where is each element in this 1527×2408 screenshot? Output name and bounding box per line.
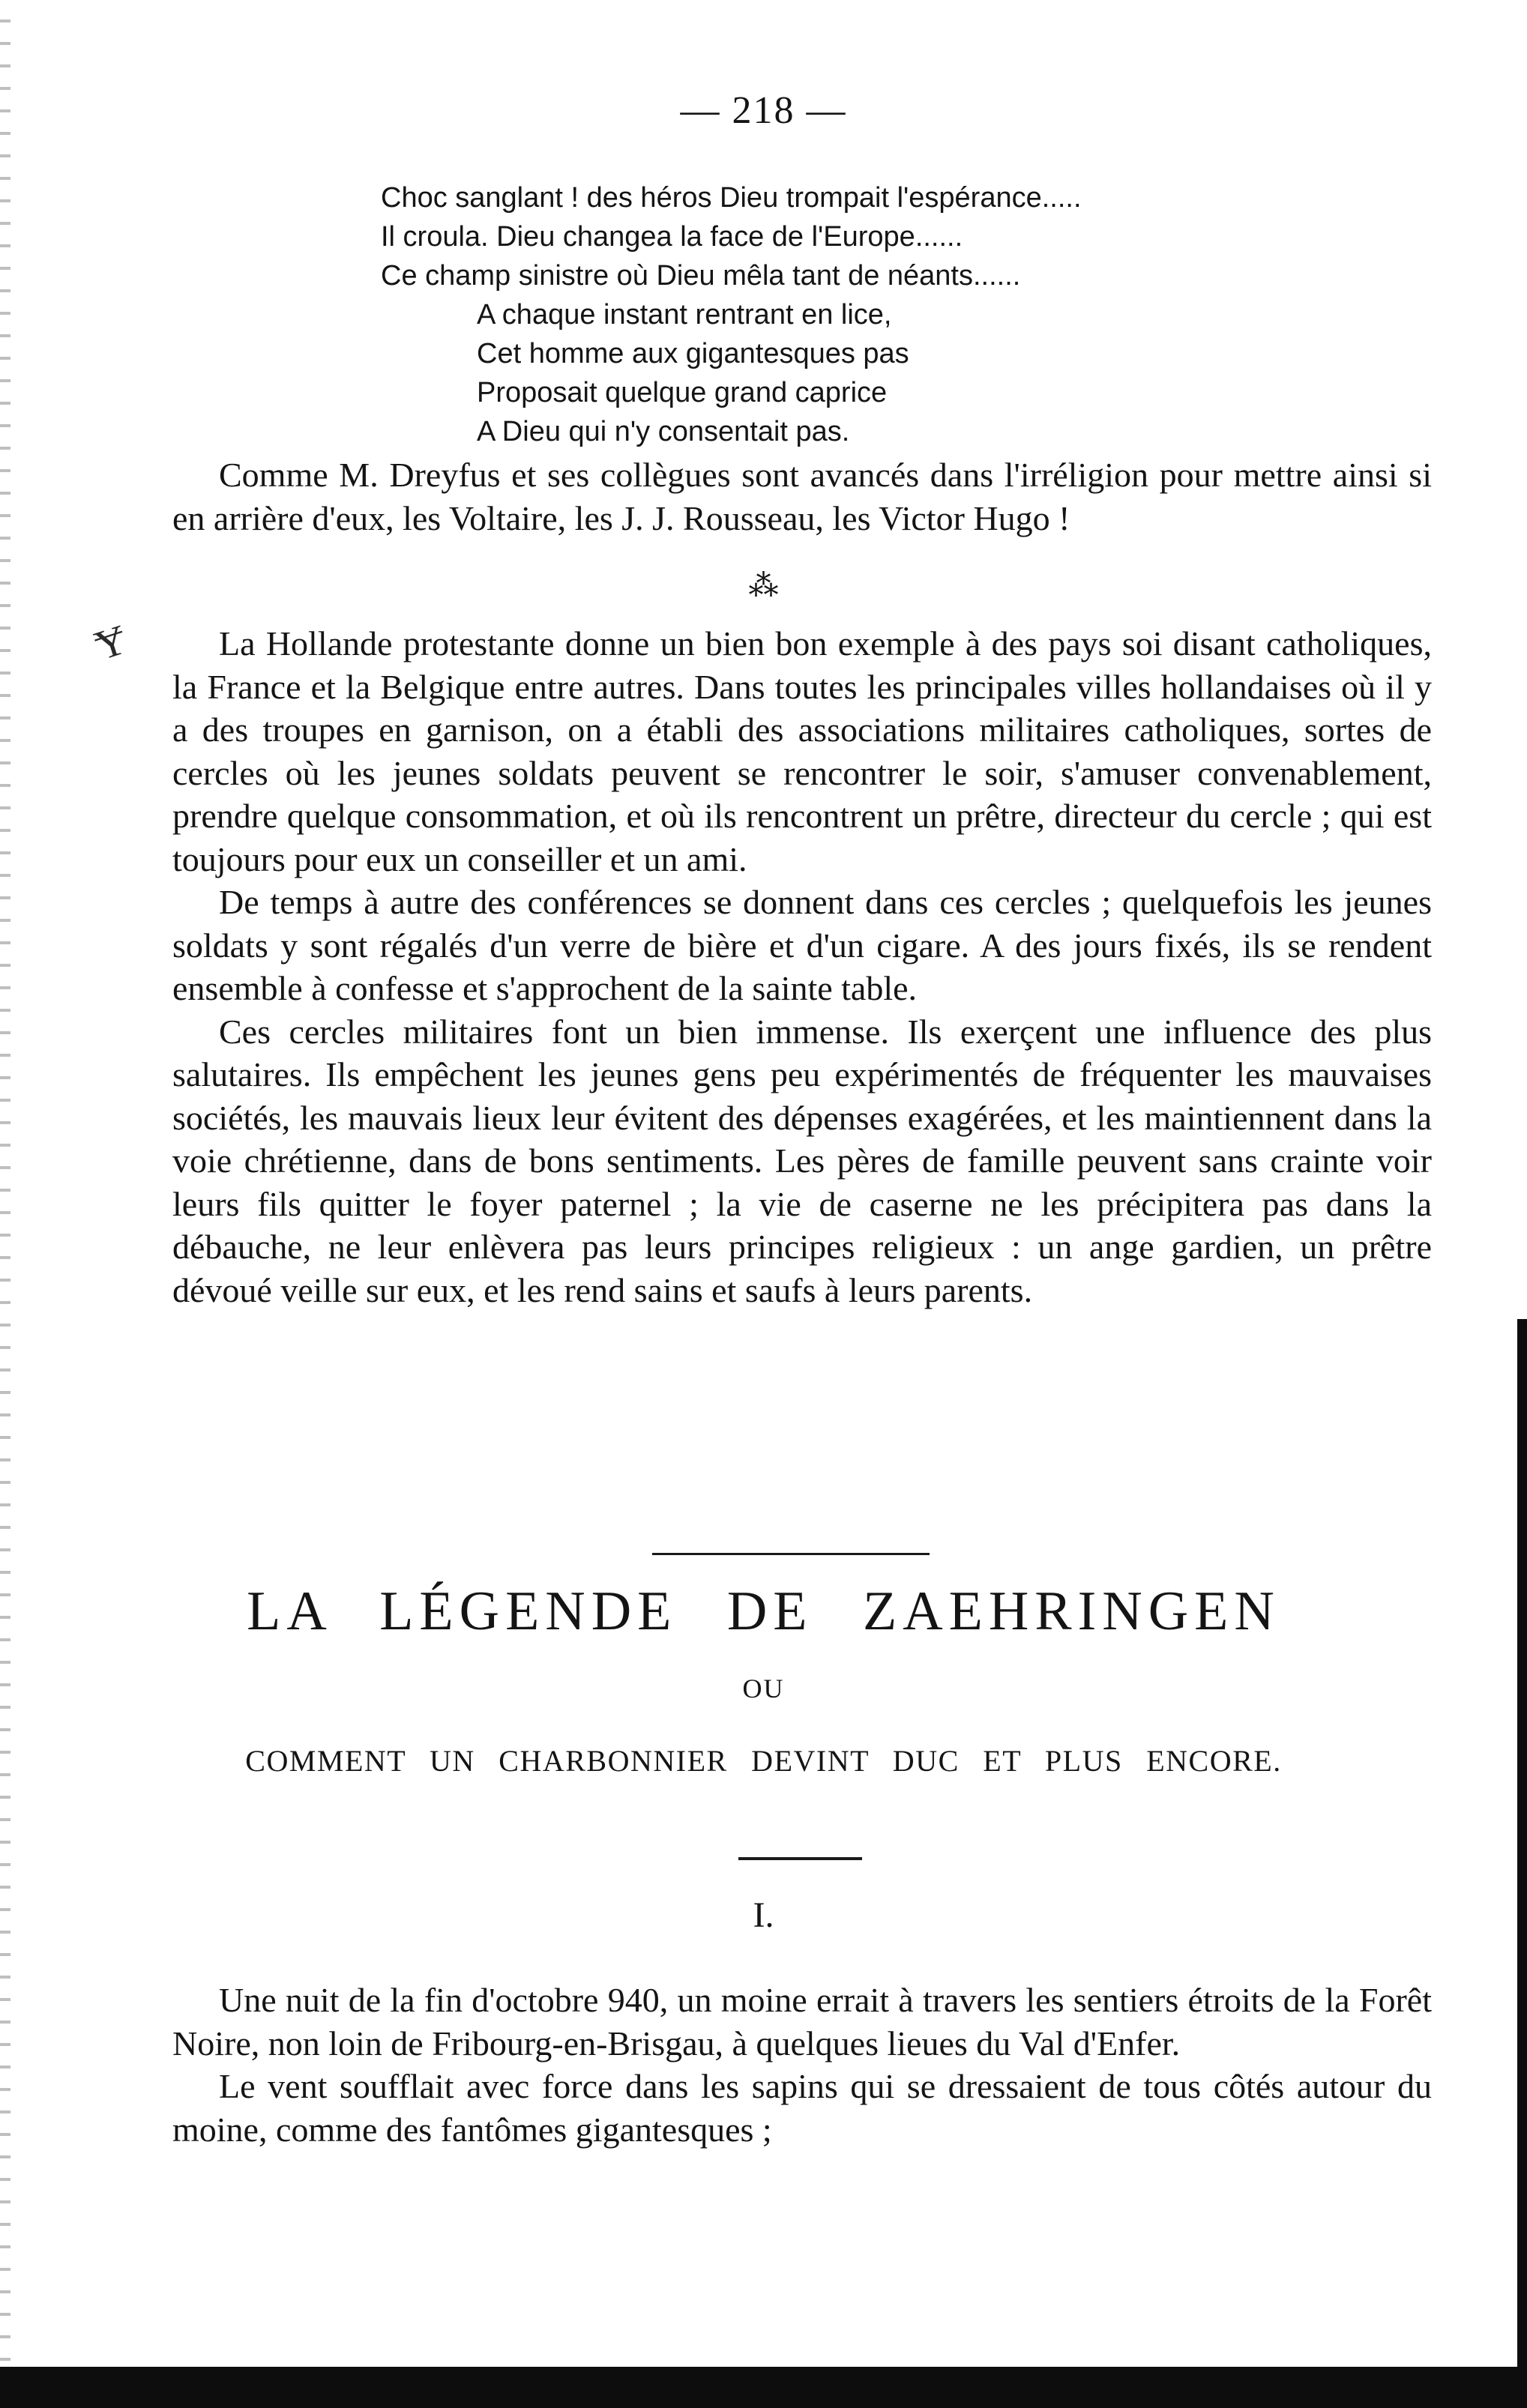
- asterism-separator: ⁂: [748, 569, 779, 603]
- scan-bottom-border: [0, 2367, 1527, 2408]
- poem-line: Cet homme aux gigantesques pas: [477, 338, 909, 369]
- poem-line: Ce champ sinistre où Dieu mêla tant de néants......: [381, 260, 1021, 292]
- section-divider-rule: [652, 1553, 930, 1555]
- poem-quote: [381, 178, 1280, 451]
- paragraph: Comme M. Dreyfus et ses collègues sont avancés dans l'irréligion pour mettre ainsi si en arrière d'eux, les Voltaire, les J. J. Rousseau, les Victor Hugo !: [172, 456, 1432, 537]
- poem-line: Choc sanglant ! des héros Dieu trompait l'espérance.....: [381, 182, 1082, 214]
- paragraph: De temps à autre des conférences se donnent dans ces cercles ; quelquefois les jeunes soldats y sont régalés d'un verre de bière et d'un cigare. A des jours fixés, ils se rendent ensemble à confesse et s'approchent de la sainte table.: [172, 883, 1432, 1007]
- page-number: — 218 —: [680, 89, 847, 132]
- poem-line: Proposait quelque grand caprice: [477, 377, 888, 408]
- poem-line: A chaque instant rentrant en lice,: [477, 299, 892, 331]
- subtitle-divider-rule: [738, 1857, 862, 1860]
- scan-left-edge: [0, 0, 10, 2408]
- chapter-subtitle: COMMENT UN CHARBONNIER DEVINT DUC ET PLUS ENCORE.: [245, 1744, 1282, 1778]
- paragraph: Une nuit de la fin d'octobre 940, un moine errait à travers les sentiers étroits de la Forêt Noire, non loin de Fribourg-en-Brisgau, à quelques lieues du Val d'Enfer.: [172, 1981, 1432, 2063]
- poem-line: Il croula. Dieu changea la face de l'Europe......: [381, 221, 963, 253]
- paragraph: Ces cercles militaires font un bien immense. Ils exerçent une influence des plus salutaires. Ils empêchent les jeunes gens peu expérimentés de fréquenter les mauvaises sociétés, les mauvais lieux leur évitent des dépenses exagérées, et les maintiennent dans la voie chrétienne, dans de bons sentiments. Les pères de famille peuvent sans crainte voir leurs fils quitter le foyer paternel ; la vie de caserne ne les précipitera pas dans la débauche, ne leur enlèvera pas leurs principes religieux : un ange gardien, un prêtre dévoué veille sur eux, et les rend sains et saufs à leurs parents.: [172, 1012, 1432, 1309]
- title-conjunction: OU: [742, 1674, 785, 1704]
- paragraph: Le vent soufflait avec force dans les sapins qui se dressaient de tous côtés autour du moine, comme des fantômes gigantesques ;: [172, 2067, 1432, 2149]
- chapter-title: LA LÉGENDE DE ZAEHRINGEN: [247, 1581, 1280, 1642]
- paragraph-block-dreyfus: [172, 453, 1432, 540]
- scan-right-border: [1517, 1319, 1527, 2368]
- paragraph: La Hollande protestante donne un bien bon exemple à des pays soi disant catholiques, la France et la Belgique entre autres. Dans toutes les principales villes hollandaises où il y a des troupes en garnison, on a établi des associations militaires catholiques, sortes de cercles où les jeunes soldats peuvent se rencontrer le soir, s'amuser convenablement, prendre quelque consommation, et où ils rencontrent un prêtre, directeur du cercle ; qui est toujours pour eux un conseiller et un ami.: [172, 624, 1432, 878]
- section-number: I.: [753, 1895, 774, 1935]
- poem-line: A Dieu qui n'y consentait pas.: [477, 416, 850, 447]
- handwritten-margin-mark: Ɏ: [89, 616, 133, 670]
- paragraph-block-legende: [172, 1979, 1432, 2151]
- paragraph-block-hollande: [172, 622, 1432, 1312]
